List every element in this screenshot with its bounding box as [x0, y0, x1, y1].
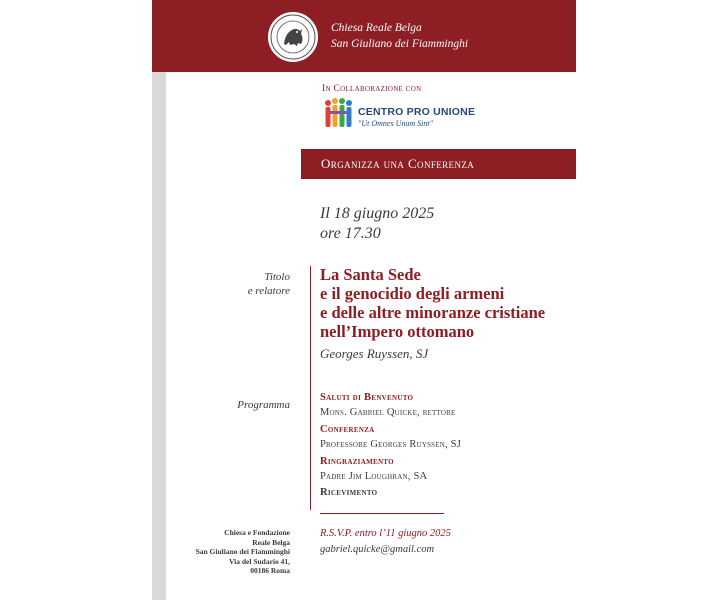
conference-heading: Conferenza: [320, 424, 375, 435]
cpu-motto: "Ut Omnes Unum Sint": [358, 119, 433, 128]
address-line: San Giuliano dei Fiamminghi: [195, 547, 290, 556]
title-line: e delle altre minoranze cristiane: [320, 303, 546, 322]
address-line: Via del Sudario 41,: [229, 556, 290, 566]
programme-label: Programma: [237, 399, 290, 411]
title-line: La Santa Sede: [320, 265, 421, 284]
reception-item: Ricevimento: [320, 487, 378, 498]
royal-seal-icon: [268, 12, 318, 62]
rsvp-divider: [320, 513, 444, 514]
welcome-heading: Saluti di Benvenuto: [320, 392, 414, 403]
vertical-divider: [310, 266, 311, 510]
organizza-text: Organizza una Conferenza: [321, 156, 475, 171]
welcome-person: Mons. Gabriel Quicke, rettore: [320, 407, 456, 418]
church-name-line2: San Giuliano dei Fiamminghi: [331, 38, 469, 50]
event-date: Il 18 giugno 2025: [320, 205, 435, 222]
title-line: nell’Impero ottomano: [320, 322, 475, 341]
title-label-line2: e relatore: [247, 285, 290, 297]
church-name: [331, 20, 468, 52]
thanks-person: Padre Jim Loughran, SA: [320, 471, 428, 482]
conference-title: [320, 265, 580, 341]
organizza-banner: [301, 149, 576, 179]
speaker-name: Georges Ruyssen, SJ: [320, 346, 429, 361]
address-line: Reale Belga: [252, 537, 290, 547]
centro-pro-unione-logo: [322, 97, 354, 131]
rsvp-email[interactable]: gabriel.quicke@gmail.com: [320, 544, 435, 555]
title-label: [180, 270, 290, 298]
thanks-heading: Ringraziamento: [320, 456, 394, 467]
title-line: e il genocidio degli armeni: [320, 284, 505, 303]
event-time: ore 17.30: [320, 225, 381, 242]
church-name-line1: Chiesa Reale Belga: [331, 22, 422, 34]
address-line: 00186 Roma: [250, 566, 290, 575]
collaboration-label: In Collaborazione con: [322, 84, 422, 94]
conference-person: Professore Georges Ruyssen, SJ: [320, 439, 461, 450]
address-line: Chiesa e Fondazione: [224, 528, 290, 537]
rsvp-text: R.S.V.P. entro l’11 giugno 2025: [320, 528, 451, 539]
cpu-name: CENTRO PRO UNIONE: [358, 106, 476, 118]
title-label-line1: Titolo: [264, 271, 290, 283]
left-grey-bar: [152, 72, 166, 600]
address-block: [180, 528, 290, 576]
